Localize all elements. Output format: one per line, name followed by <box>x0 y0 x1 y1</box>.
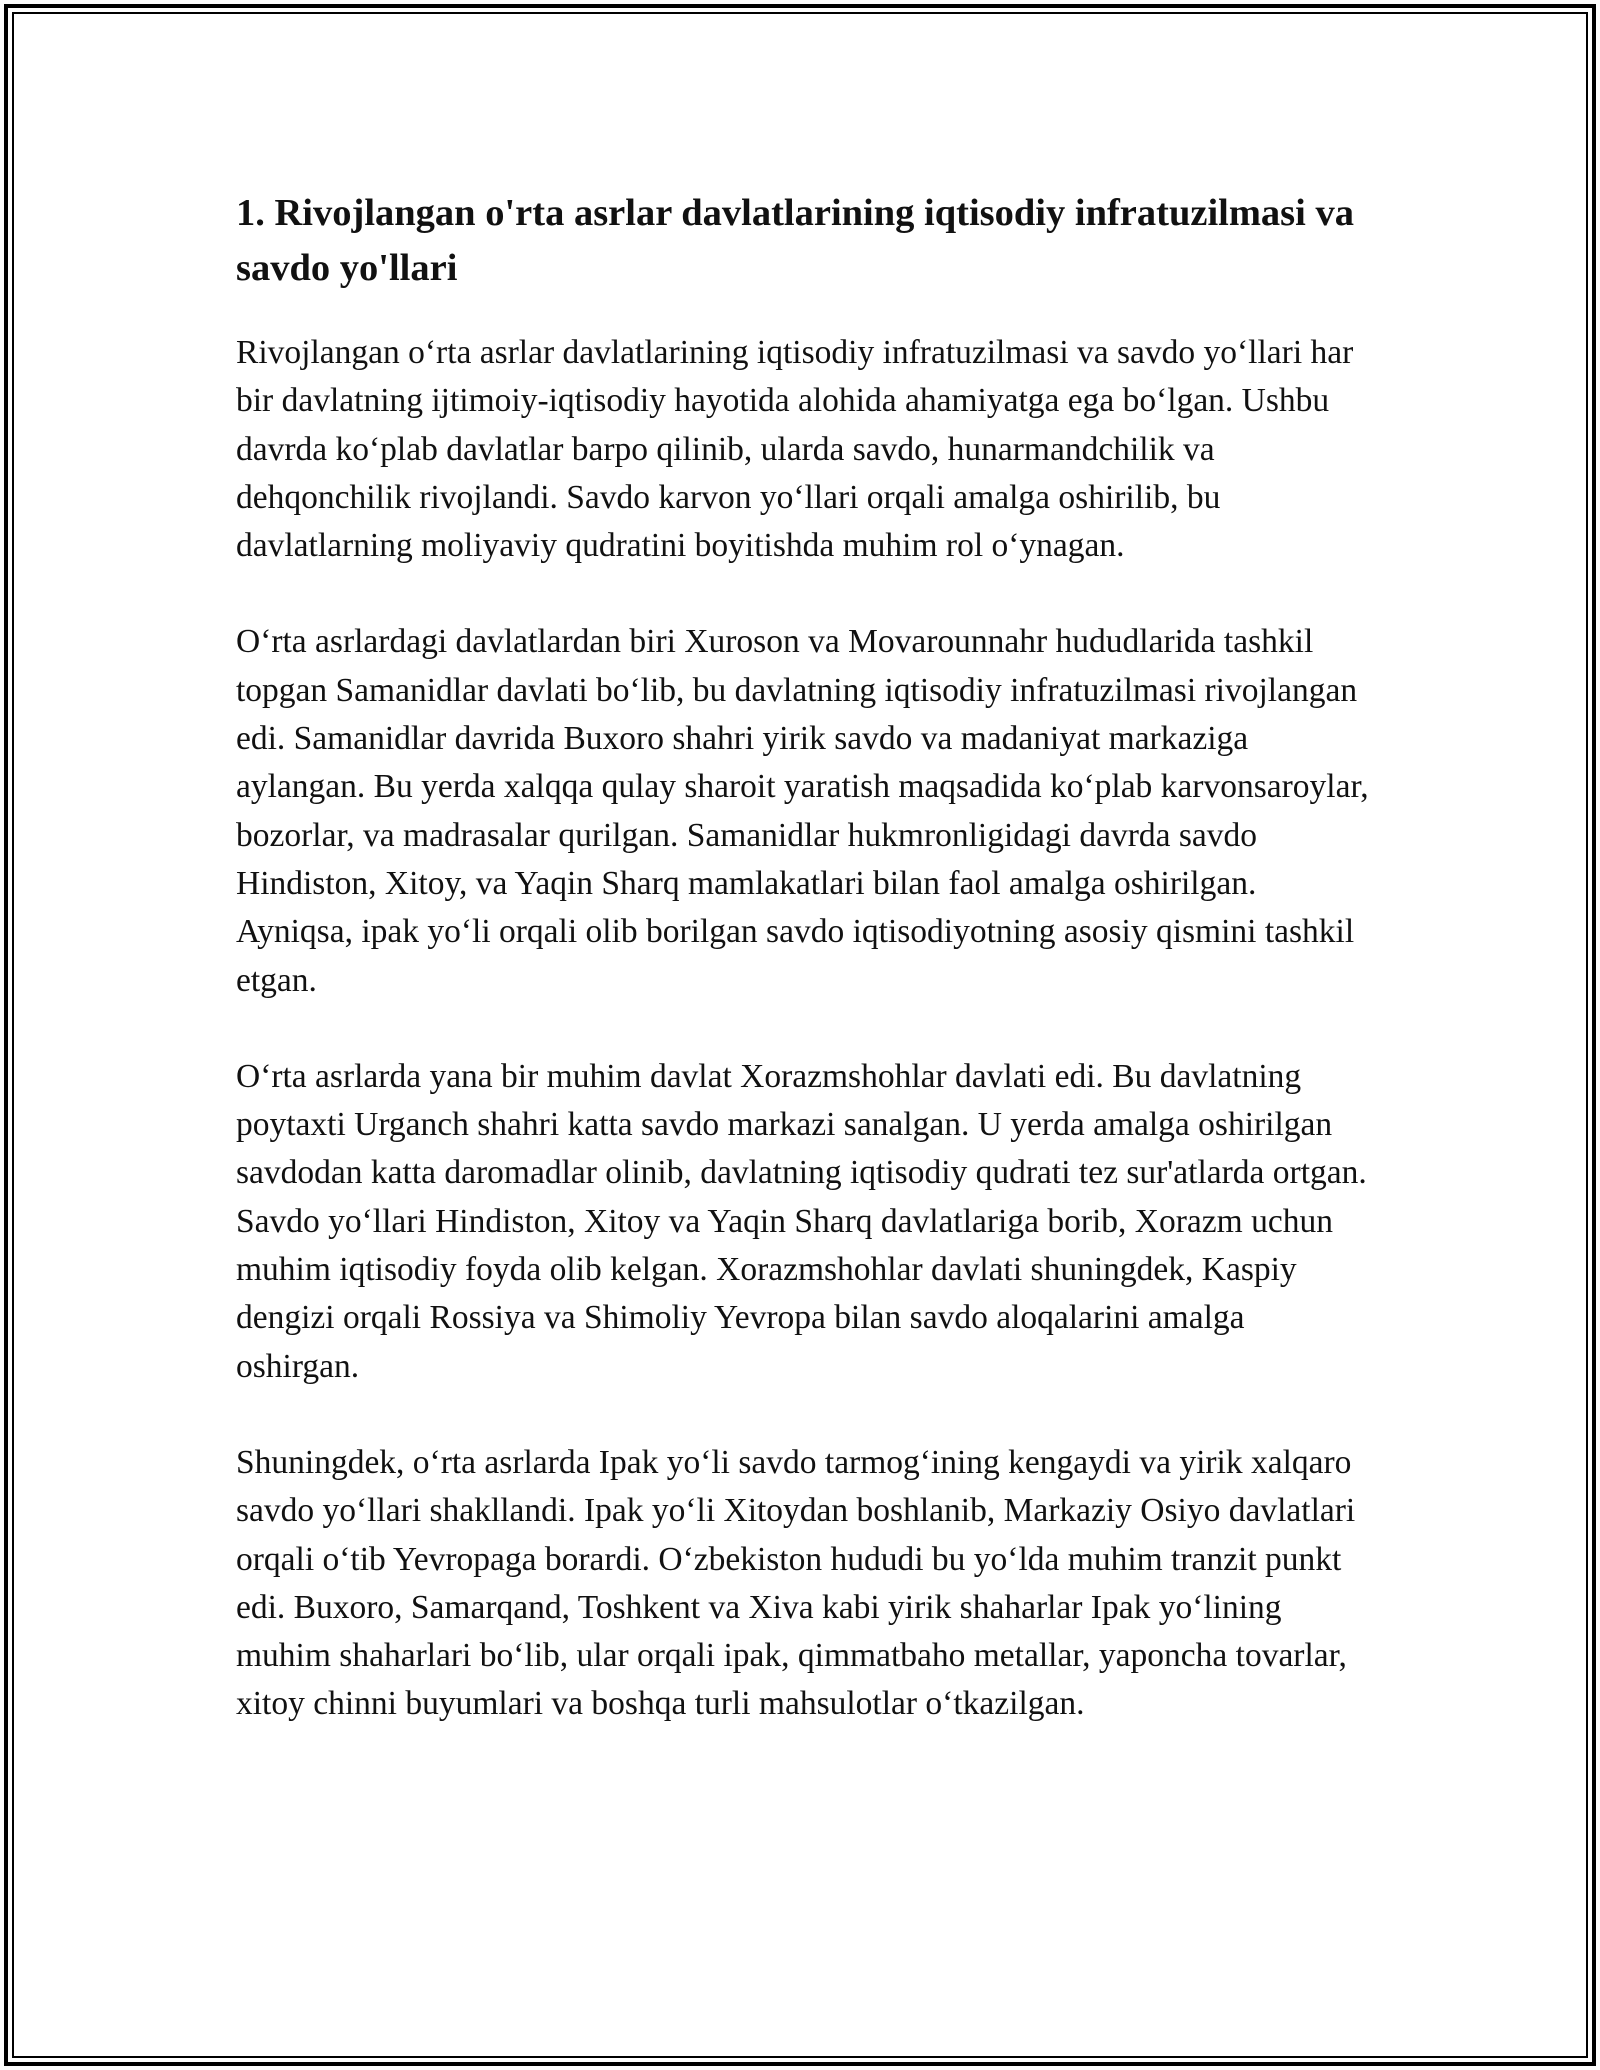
paragraph-silk-road: Shuningdek, o‘rta asrlarda Ipak yo‘li savdo tarmog‘ining kengaydi va yirik xalqaro savdo yo‘llari shakllandi. Ipak yo‘li Xitoydan boshlanib, Markaziy Osiyo davlatlari orqali o‘tib Yevropaga borardi. O‘zbekiston hududi bu yo‘lda muhim tranzit punkt edi. Buxoro, Samarqand, Toshkent va Xiva kabi yirik shaharlar Ipak yo‘lining muhim shaharlari bo‘lib, ular orqali ipak, qimmatbaho metallar, yaponcha tovarlar, xitoy chinni buyumlari va boshqa turli mahsulotlar o‘tkazilgan. <box>236 1443 1356 1723</box>
paragraph-khwarazmshahs: O‘rta asrlarda yana bir muhim davlat Xorazmshohlar davlati edi. Bu davlatning poytaxti Urganch shahri katta savdo markazi sanalgan. U yerda amalga oshirilgan savdodan katta daromadlar olinib, davlatning iqtisodiy qudrati tez sur'atlarda ortgan. Savdo yo‘llari Hindiston, Xitoy va Yaqin Sharq davlatlariga borib, Xorazm uchun muhim iqtisodiy foyda olib kelgan. Xorazmshohlar davlati shuningdek, Kaspiy dengizi orqali Rossiya va Shimoliy Yevropa bilan savdo aloqalarini amalga oshirgan. <box>236 1057 1367 1385</box>
document-body <box>236 186 1376 1777</box>
paragraph-samanids: O‘rta asrlardagi davlatlardan biri Xuroson va Movarounnahr hududlarida tashkil topgan Samanidlar davlati bo‘lib, bu davlatning iqtisodiy infratuzilmasi rivojlangan edi. Samanidlar davrida Buxoro shahri yirik savdo va madaniyat markaziga aylangan. Bu yerda xalqqa qulay sharoit yaratish maqsadida ko‘plab karvonsaroylar, bozorlar, va madrasalar qurilgan. Samanidlar hukmronligidagi davrda savdo Hindiston, Xitoy, va Yaqin Sharq mamlakatlari bilan faol amalga oshirilgan. Ayniqsa, ipak yo‘li orqali olib borilgan savdo iqtisodiyotning asosiy qismini tashkil etgan. <box>236 623 1369 999</box>
section-heading: 1. Rivojlangan o'rta asrlar davlatlarining iqtisodiy infratuzilmasi va savdo yo'llari <box>236 192 1354 289</box>
paragraph-intro: Rivojlangan o‘rta asrlar davlatlarining iqtisodiy infratuzilmasi va savdo yo‘llari har bir davlatning ijtimoiy-iqtisodiy hayotida alohida ahamiyatga ega bo‘lgan. Ushbu davrda ko‘plab davlatlar barpo qilinib, ularda savdo, hunarmandchilik va dehqonchilik rivojlandi. Savdo karvon yo‘llari orqali amalga oshirilib, bu davlatlarning moliyaviy qudratini boyitishda muhim rol o‘ynagan. <box>236 334 1354 565</box>
